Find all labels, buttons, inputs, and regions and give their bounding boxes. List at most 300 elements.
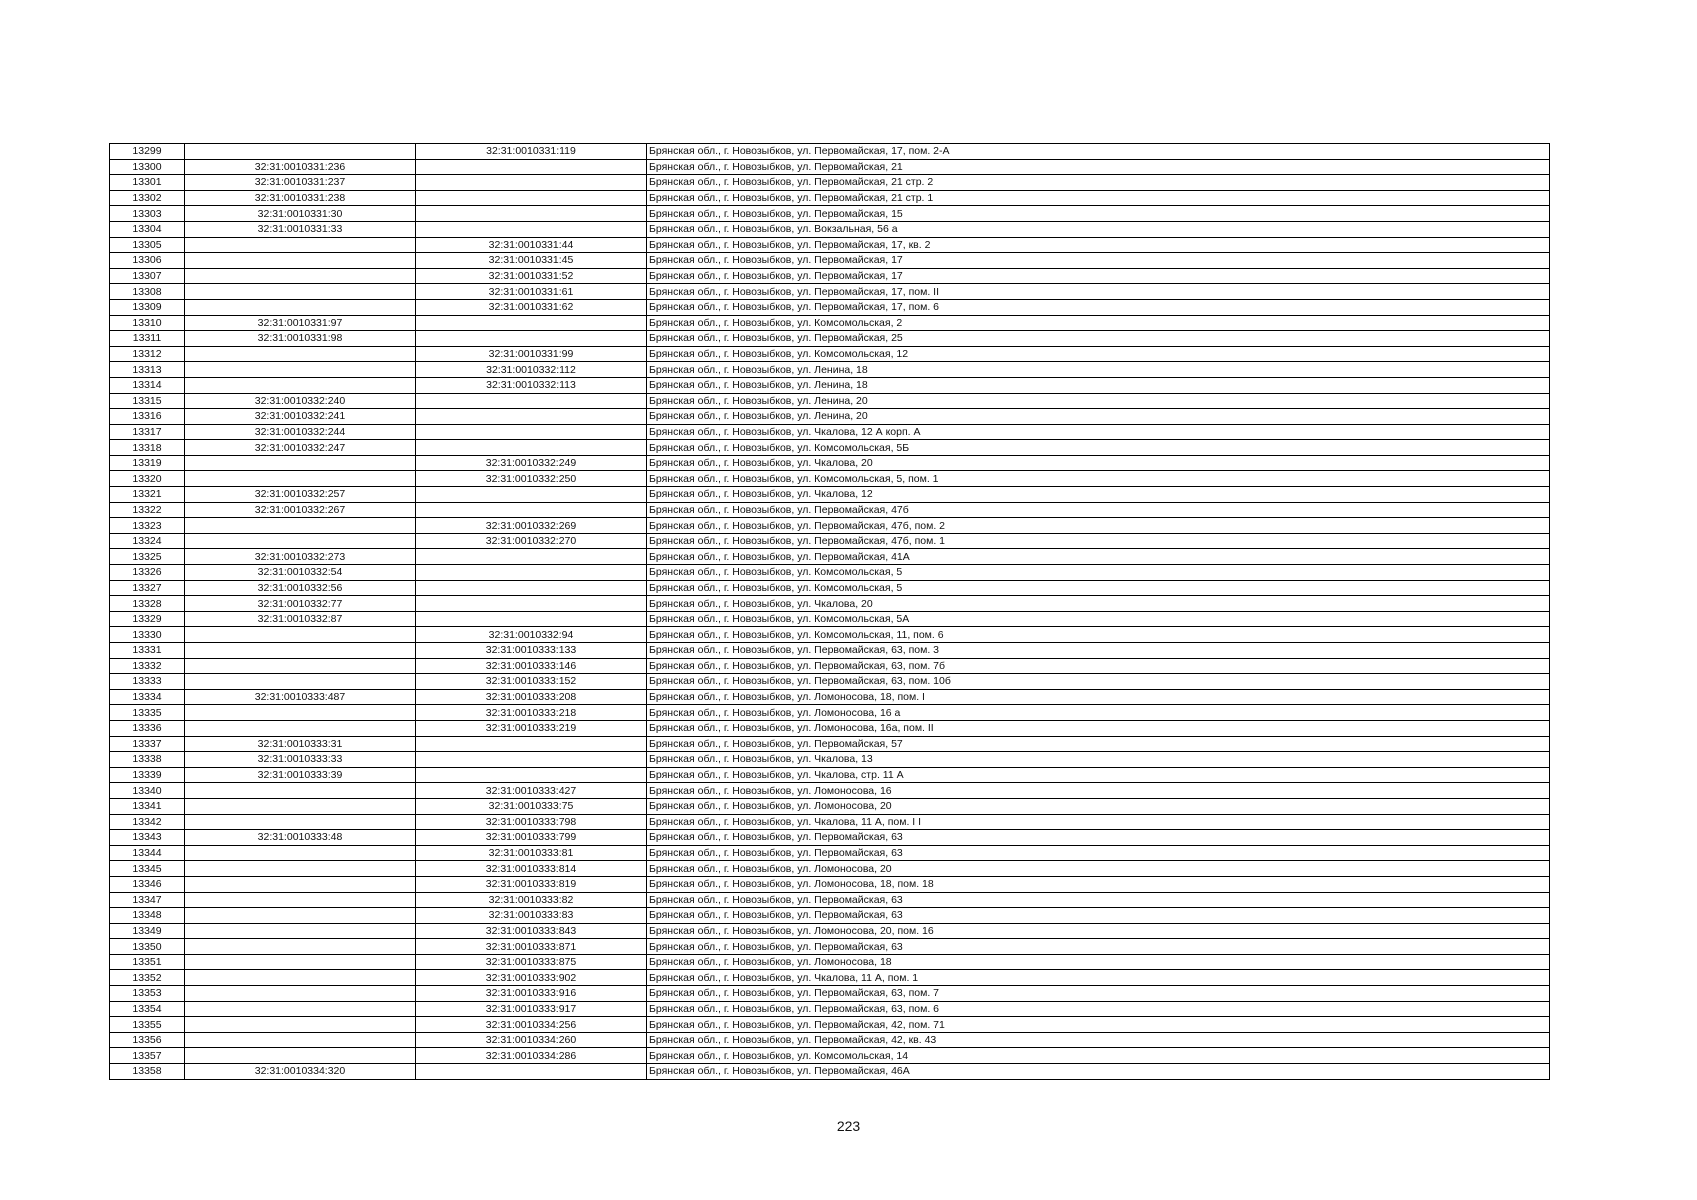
address-cell: Брянская обл., г. Новозыбков, ул. Ломоносова, 20, пом. 16 xyxy=(647,923,1550,939)
registry-table xyxy=(109,143,1550,1080)
land-cadastral-number-cell xyxy=(185,658,416,674)
table-row xyxy=(110,346,1550,362)
table-row xyxy=(110,705,1550,721)
row-number-cell: 13301 xyxy=(110,175,185,191)
land-cadastral-number-cell: 32:31:0010333:31 xyxy=(185,736,416,752)
table-row xyxy=(110,440,1550,456)
building-cadastral-number-cell xyxy=(416,502,647,518)
land-cadastral-number-cell xyxy=(185,798,416,814)
land-cadastral-number-cell xyxy=(185,1017,416,1033)
table-row xyxy=(110,393,1550,409)
table-row xyxy=(110,596,1550,612)
land-cadastral-number-cell: 32:31:0010331:237 xyxy=(185,175,416,191)
table-row xyxy=(110,377,1550,393)
address-cell: Брянская обл., г. Новозыбков, ул. Ломоносова, 16а, пом. II xyxy=(647,720,1550,736)
row-number-cell: 13316 xyxy=(110,409,185,425)
row-number-cell: 13349 xyxy=(110,923,185,939)
address-cell: Брянская обл., г. Новозыбков, ул. Чкалова, 20 xyxy=(647,455,1550,471)
land-cadastral-number-cell xyxy=(185,861,416,877)
land-cadastral-number-cell xyxy=(185,970,416,986)
address-cell: Брянская обл., г. Новозыбков, ул. Ломоносова, 18, пом. 18 xyxy=(647,876,1550,892)
land-cadastral-number-cell: 32:31:0010333:39 xyxy=(185,767,416,783)
table-row xyxy=(110,783,1550,799)
address-cell: Брянская обл., г. Новозыбков, ул. Первомайская, 17, пом. II xyxy=(647,284,1550,300)
address-cell: Брянская обл., г. Новозыбков, ул. Комсомольская, 12 xyxy=(647,346,1550,362)
row-number-cell: 13313 xyxy=(110,362,185,378)
row-number-cell: 13315 xyxy=(110,393,185,409)
address-cell: Брянская обл., г. Новозыбков, ул. Комсомольская, 5 xyxy=(647,565,1550,581)
building-cadastral-number-cell xyxy=(416,221,647,237)
building-cadastral-number-cell xyxy=(416,767,647,783)
row-number-cell: 13309 xyxy=(110,299,185,315)
building-cadastral-number-cell: 32:31:0010331:61 xyxy=(416,284,647,300)
building-cadastral-number-cell xyxy=(416,393,647,409)
address-cell: Брянская обл., г. Новозыбков, ул. Первомайская, 63 xyxy=(647,830,1550,846)
table-row xyxy=(110,1064,1550,1080)
row-number-cell: 13347 xyxy=(110,892,185,908)
address-cell: Брянская обл., г. Новозыбков, ул. Первомайская, 25 xyxy=(647,331,1550,347)
building-cadastral-number-cell: 32:31:0010331:99 xyxy=(416,346,647,362)
land-cadastral-number-cell xyxy=(185,814,416,830)
table-row xyxy=(110,144,1550,160)
address-cell: Брянская обл., г. Новозыбков, ул. Комсомольская, 5, пом. 1 xyxy=(647,471,1550,487)
building-cadastral-number-cell xyxy=(416,596,647,612)
address-cell: Брянская обл., г. Новозыбков, ул. Комсомольская, 5 xyxy=(647,580,1550,596)
table-row xyxy=(110,611,1550,627)
building-cadastral-number-cell: 32:31:0010333:208 xyxy=(416,689,647,705)
building-cadastral-number-cell: 32:31:0010333:427 xyxy=(416,783,647,799)
table-row xyxy=(110,814,1550,830)
address-cell: Брянская обл., г. Новозыбков, ул. Первомайская, 15 xyxy=(647,206,1550,222)
table-row xyxy=(110,315,1550,331)
building-cadastral-number-cell xyxy=(416,1064,647,1080)
building-cadastral-number-cell: 32:31:0010332:269 xyxy=(416,518,647,534)
building-cadastral-number-cell: 32:31:0010333:219 xyxy=(416,720,647,736)
address-cell: Брянская обл., г. Новозыбков, ул. Ломоносова, 18 xyxy=(647,954,1550,970)
land-cadastral-number-cell xyxy=(185,471,416,487)
land-cadastral-number-cell xyxy=(185,720,416,736)
table-row xyxy=(110,580,1550,596)
table-row xyxy=(110,767,1550,783)
row-number-cell: 13322 xyxy=(110,502,185,518)
address-cell: Брянская обл., г. Новозыбков, ул. Первомайская, 63, пом. 3 xyxy=(647,643,1550,659)
row-number-cell: 13321 xyxy=(110,487,185,503)
row-number-cell: 13327 xyxy=(110,580,185,596)
row-number-cell: 13344 xyxy=(110,845,185,861)
building-cadastral-number-cell: 32:31:0010333:843 xyxy=(416,923,647,939)
address-cell: Брянская обл., г. Новозыбков, ул. Чкалова, 11 А, пом. 1 xyxy=(647,970,1550,986)
table-row xyxy=(110,970,1550,986)
address-cell: Брянская обл., г. Новозыбков, ул. Комсомольская, 5А xyxy=(647,611,1550,627)
table-row xyxy=(110,190,1550,206)
land-cadastral-number-cell xyxy=(185,455,416,471)
building-cadastral-number-cell: 32:31:0010333:81 xyxy=(416,845,647,861)
land-cadastral-number-cell xyxy=(185,705,416,721)
table-row xyxy=(110,159,1550,175)
table-row xyxy=(110,939,1550,955)
row-number-cell: 13333 xyxy=(110,674,185,690)
land-cadastral-number-cell: 32:31:0010332:241 xyxy=(185,409,416,425)
address-cell: Брянская обл., г. Новозыбков, ул. Первомайская, 42, кв. 43 xyxy=(647,1032,1550,1048)
building-cadastral-number-cell: 32:31:0010334:286 xyxy=(416,1048,647,1064)
row-number-cell: 13311 xyxy=(110,331,185,347)
building-cadastral-number-cell xyxy=(416,440,647,456)
table-row xyxy=(110,861,1550,877)
building-cadastral-number-cell: 32:31:0010333:798 xyxy=(416,814,647,830)
table-row xyxy=(110,627,1550,643)
row-number-cell: 13330 xyxy=(110,627,185,643)
building-cadastral-number-cell xyxy=(416,611,647,627)
table-row xyxy=(110,830,1550,846)
building-cadastral-number-cell xyxy=(416,752,647,768)
building-cadastral-number-cell: 32:31:0010331:119 xyxy=(416,144,647,160)
address-cell: Брянская обл., г. Новозыбков, ул. Первомайская, 17 xyxy=(647,268,1550,284)
row-number-cell: 13328 xyxy=(110,596,185,612)
row-number-cell: 13307 xyxy=(110,268,185,284)
table-row xyxy=(110,299,1550,315)
row-number-cell: 13303 xyxy=(110,206,185,222)
building-cadastral-number-cell xyxy=(416,580,647,596)
table-row xyxy=(110,237,1550,253)
row-number-cell: 13343 xyxy=(110,830,185,846)
address-cell: Брянская обл., г. Новозыбков, ул. Чкалова, стр. 11 А xyxy=(647,767,1550,783)
building-cadastral-number-cell: 32:31:0010333:218 xyxy=(416,705,647,721)
land-cadastral-number-cell: 32:31:0010331:97 xyxy=(185,315,416,331)
table-row xyxy=(110,1032,1550,1048)
land-cadastral-number-cell xyxy=(185,268,416,284)
table-row xyxy=(110,954,1550,970)
row-number-cell: 13340 xyxy=(110,783,185,799)
building-cadastral-number-cell: 32:31:0010331:52 xyxy=(416,268,647,284)
row-number-cell: 13357 xyxy=(110,1048,185,1064)
land-cadastral-number-cell: 32:31:0010331:98 xyxy=(185,331,416,347)
row-number-cell: 13346 xyxy=(110,876,185,892)
page-number: 223 xyxy=(836,1118,861,1134)
land-cadastral-number-cell: 32:31:0010332:267 xyxy=(185,502,416,518)
table-row xyxy=(110,1001,1550,1017)
building-cadastral-number-cell: 32:31:0010333:133 xyxy=(416,643,647,659)
building-cadastral-number-cell: 32:31:0010331:45 xyxy=(416,253,647,269)
land-cadastral-number-cell xyxy=(185,377,416,393)
land-cadastral-number-cell xyxy=(185,144,416,160)
land-cadastral-number-cell xyxy=(185,253,416,269)
table-row xyxy=(110,362,1550,378)
address-cell: Брянская обл., г. Новозыбков, ул. Ленина, 18 xyxy=(647,377,1550,393)
row-number-cell: 13320 xyxy=(110,471,185,487)
row-number-cell: 13351 xyxy=(110,954,185,970)
building-cadastral-number-cell: 32:31:0010333:814 xyxy=(416,861,647,877)
table-row xyxy=(110,221,1550,237)
row-number-cell: 13341 xyxy=(110,798,185,814)
building-cadastral-number-cell: 32:31:0010333:819 xyxy=(416,876,647,892)
building-cadastral-number-cell: 32:31:0010333:916 xyxy=(416,986,647,1002)
land-cadastral-number-cell xyxy=(185,674,416,690)
table-row xyxy=(110,424,1550,440)
land-cadastral-number-cell xyxy=(185,876,416,892)
address-cell: Брянская обл., г. Новозыбков, ул. Ломоносова, 16 xyxy=(647,783,1550,799)
row-number-cell: 13354 xyxy=(110,1001,185,1017)
building-cadastral-number-cell: 32:31:0010332:250 xyxy=(416,471,647,487)
address-cell: Брянская обл., г. Новозыбков, ул. Первомайская, 63 xyxy=(647,939,1550,955)
building-cadastral-number-cell: 32:31:0010334:256 xyxy=(416,1017,647,1033)
table-row xyxy=(110,206,1550,222)
building-cadastral-number-cell xyxy=(416,736,647,752)
table-row xyxy=(110,736,1550,752)
row-number-cell: 13314 xyxy=(110,377,185,393)
address-cell: Брянская обл., г. Новозыбков, ул. Ломоносова, 20 xyxy=(647,861,1550,877)
building-cadastral-number-cell xyxy=(416,424,647,440)
table-row xyxy=(110,752,1550,768)
building-cadastral-number-cell: 32:31:0010333:152 xyxy=(416,674,647,690)
row-number-cell: 13325 xyxy=(110,549,185,565)
table-row xyxy=(110,175,1550,191)
building-cadastral-number-cell: 32:31:0010333:82 xyxy=(416,892,647,908)
land-cadastral-number-cell: 32:31:0010333:487 xyxy=(185,689,416,705)
building-cadastral-number-cell xyxy=(416,565,647,581)
address-cell: Брянская обл., г. Новозыбков, ул. Комсомольская, 11, пом. 6 xyxy=(647,627,1550,643)
building-cadastral-number-cell xyxy=(416,331,647,347)
land-cadastral-number-cell: 32:31:0010332:56 xyxy=(185,580,416,596)
address-cell: Брянская обл., г. Новозыбков, ул. Ломоносова, 18, пом. I xyxy=(647,689,1550,705)
address-cell: Брянская обл., г. Новозыбков, ул. Первомайская, 46А xyxy=(647,1064,1550,1080)
table-row xyxy=(110,720,1550,736)
table-row xyxy=(110,455,1550,471)
row-number-cell: 13353 xyxy=(110,986,185,1002)
building-cadastral-number-cell: 32:31:0010333:917 xyxy=(416,1001,647,1017)
row-number-cell: 13323 xyxy=(110,518,185,534)
address-cell: Брянская обл., г. Новозыбков, ул. Ломоносова, 20 xyxy=(647,798,1550,814)
building-cadastral-number-cell xyxy=(416,549,647,565)
table-row xyxy=(110,674,1550,690)
row-number-cell: 13335 xyxy=(110,705,185,721)
row-number-cell: 13337 xyxy=(110,736,185,752)
address-cell: Брянская обл., г. Новозыбков, ул. Первомайская, 63, пом. 7 xyxy=(647,986,1550,1002)
table-row xyxy=(110,268,1550,284)
building-cadastral-number-cell: 32:31:0010332:270 xyxy=(416,533,647,549)
table-row xyxy=(110,923,1550,939)
land-cadastral-number-cell xyxy=(185,1032,416,1048)
row-number-cell: 13348 xyxy=(110,908,185,924)
building-cadastral-number-cell: 32:31:0010332:94 xyxy=(416,627,647,643)
row-number-cell: 13305 xyxy=(110,237,185,253)
table-row xyxy=(110,798,1550,814)
table-row xyxy=(110,658,1550,674)
address-cell: Брянская обл., г. Новозыбков, ул. Первомайская, 63, пом. 6 xyxy=(647,1001,1550,1017)
row-number-cell: 13339 xyxy=(110,767,185,783)
land-cadastral-number-cell xyxy=(185,923,416,939)
row-number-cell: 13329 xyxy=(110,611,185,627)
row-number-cell: 13352 xyxy=(110,970,185,986)
address-cell: Брянская обл., г. Новозыбков, ул. Комсомольская, 5Б xyxy=(647,440,1550,456)
row-number-cell: 13342 xyxy=(110,814,185,830)
land-cadastral-number-cell: 32:31:0010332:240 xyxy=(185,393,416,409)
land-cadastral-number-cell xyxy=(185,643,416,659)
building-cadastral-number-cell xyxy=(416,487,647,503)
land-cadastral-number-cell: 32:31:0010332:257 xyxy=(185,487,416,503)
building-cadastral-number-cell: 32:31:0010334:260 xyxy=(416,1032,647,1048)
table-row xyxy=(110,689,1550,705)
table-row xyxy=(110,471,1550,487)
building-cadastral-number-cell xyxy=(416,175,647,191)
address-cell: Брянская обл., г. Новозыбков, ул. Первомайская, 57 xyxy=(647,736,1550,752)
land-cadastral-number-cell xyxy=(185,908,416,924)
table-row xyxy=(110,565,1550,581)
address-cell: Брянская обл., г. Новозыбков, ул. Чкалова, 12 А корп. А xyxy=(647,424,1550,440)
address-cell: Брянская обл., г. Новозыбков, ул. Вокзальная, 56 а xyxy=(647,221,1550,237)
land-cadastral-number-cell xyxy=(185,986,416,1002)
row-number-cell: 13308 xyxy=(110,284,185,300)
building-cadastral-number-cell xyxy=(416,159,647,175)
address-cell: Брянская обл., г. Новозыбков, ул. Чкалова, 13 xyxy=(647,752,1550,768)
land-cadastral-number-cell xyxy=(185,783,416,799)
address-cell: Брянская обл., г. Новозыбков, ул. Первомайская, 63, пом. 10б xyxy=(647,674,1550,690)
address-cell: Брянская обл., г. Новозыбков, ул. Первомайская, 63 xyxy=(647,845,1550,861)
row-number-cell: 13356 xyxy=(110,1032,185,1048)
table-row xyxy=(110,331,1550,347)
land-cadastral-number-cell: 32:31:0010331:236 xyxy=(185,159,416,175)
land-cadastral-number-cell: 32:31:0010331:33 xyxy=(185,221,416,237)
land-cadastral-number-cell xyxy=(185,299,416,315)
building-cadastral-number-cell: 32:31:0010333:75 xyxy=(416,798,647,814)
row-number-cell: 13306 xyxy=(110,253,185,269)
land-cadastral-number-cell xyxy=(185,845,416,861)
building-cadastral-number-cell xyxy=(416,409,647,425)
table-row xyxy=(110,518,1550,534)
row-number-cell: 13318 xyxy=(110,440,185,456)
row-number-cell: 13355 xyxy=(110,1017,185,1033)
address-cell: Брянская обл., г. Новозыбков, ул. Чкалова, 12 xyxy=(647,487,1550,503)
table-row xyxy=(110,908,1550,924)
land-cadastral-number-cell: 32:31:0010332:87 xyxy=(185,611,416,627)
land-cadastral-number-cell xyxy=(185,362,416,378)
land-cadastral-number-cell xyxy=(185,892,416,908)
land-cadastral-number-cell: 32:31:0010331:238 xyxy=(185,190,416,206)
address-cell: Брянская обл., г. Новозыбков, ул. Первомайская, 21 стр. 1 xyxy=(647,190,1550,206)
address-cell: Брянская обл., г. Новозыбков, ул. Первомайская, 47б xyxy=(647,502,1550,518)
address-cell: Брянская обл., г. Новозыбков, ул. Первомайская, 17, кв. 2 xyxy=(647,237,1550,253)
address-cell: Брянская обл., г. Новозыбков, ул. Ломоносова, 16 а xyxy=(647,705,1550,721)
land-cadastral-number-cell xyxy=(185,1048,416,1064)
land-cadastral-number-cell xyxy=(185,346,416,362)
building-cadastral-number-cell: 32:31:0010332:112 xyxy=(416,362,647,378)
table-row xyxy=(110,502,1550,518)
table-row xyxy=(110,845,1550,861)
building-cadastral-number-cell xyxy=(416,315,647,331)
table-row xyxy=(110,986,1550,1002)
row-number-cell: 13332 xyxy=(110,658,185,674)
building-cadastral-number-cell xyxy=(416,206,647,222)
row-number-cell: 13345 xyxy=(110,861,185,877)
row-number-cell: 13319 xyxy=(110,455,185,471)
land-cadastral-number-cell: 32:31:0010333:48 xyxy=(185,830,416,846)
land-cadastral-number-cell xyxy=(185,237,416,253)
address-cell: Брянская обл., г. Новозыбков, ул. Первомайская, 17, пом. 2-А xyxy=(647,144,1550,160)
address-cell: Брянская обл., г. Новозыбков, ул. Первомайская, 63, пом. 7б xyxy=(647,658,1550,674)
address-cell: Брянская обл., г. Новозыбков, ул. Первомайская, 17, пом. 6 xyxy=(647,299,1550,315)
land-cadastral-number-cell: 32:31:0010332:247 xyxy=(185,440,416,456)
land-cadastral-number-cell xyxy=(185,518,416,534)
row-number-cell: 13299 xyxy=(110,144,185,160)
table-row xyxy=(110,487,1550,503)
row-number-cell: 13336 xyxy=(110,720,185,736)
address-cell: Брянская обл., г. Новозыбков, ул. Ленина, 20 xyxy=(647,393,1550,409)
row-number-cell: 13312 xyxy=(110,346,185,362)
land-cadastral-number-cell xyxy=(185,939,416,955)
table-row xyxy=(110,253,1550,269)
row-number-cell: 13310 xyxy=(110,315,185,331)
row-number-cell: 13304 xyxy=(110,221,185,237)
address-cell: Брянская обл., г. Новозыбков, ул. Первомайская, 47б, пом. 2 xyxy=(647,518,1550,534)
address-cell: Брянская обл., г. Новозыбков, ул. Первомайская, 63 xyxy=(647,908,1550,924)
row-number-cell: 13302 xyxy=(110,190,185,206)
building-cadastral-number-cell: 32:31:0010332:113 xyxy=(416,377,647,393)
address-cell: Брянская обл., г. Новозыбков, ул. Ленина, 20 xyxy=(647,409,1550,425)
land-cadastral-number-cell xyxy=(185,533,416,549)
row-number-cell: 13350 xyxy=(110,939,185,955)
table-row xyxy=(110,1017,1550,1033)
row-number-cell: 13326 xyxy=(110,565,185,581)
building-cadastral-number-cell: 32:31:0010331:44 xyxy=(416,237,647,253)
address-cell: Брянская обл., г. Новозыбков, ул. Чкалова, 11 А, пом. I I xyxy=(647,814,1550,830)
building-cadastral-number-cell: 32:31:0010333:871 xyxy=(416,939,647,955)
building-cadastral-number-cell: 32:31:0010333:146 xyxy=(416,658,647,674)
land-cadastral-number-cell xyxy=(185,954,416,970)
building-cadastral-number-cell xyxy=(416,190,647,206)
address-cell: Брянская обл., г. Новозыбков, ул. Чкалова, 20 xyxy=(647,596,1550,612)
table-row xyxy=(110,1048,1550,1064)
building-cadastral-number-cell: 32:31:0010333:875 xyxy=(416,954,647,970)
building-cadastral-number-cell: 32:31:0010332:249 xyxy=(416,455,647,471)
address-cell: Брянская обл., г. Новозыбков, ул. Первомайская, 21 стр. 2 xyxy=(647,175,1550,191)
table-row xyxy=(110,409,1550,425)
row-number-cell: 13317 xyxy=(110,424,185,440)
address-cell: Брянская обл., г. Новозыбков, ул. Первомайская, 17 xyxy=(647,253,1550,269)
land-cadastral-number-cell: 32:31:0010332:273 xyxy=(185,549,416,565)
table-row xyxy=(110,284,1550,300)
row-number-cell: 13334 xyxy=(110,689,185,705)
land-cadastral-number-cell: 32:31:0010332:244 xyxy=(185,424,416,440)
row-number-cell: 13358 xyxy=(110,1064,185,1080)
address-cell: Брянская обл., г. Новозыбков, ул. Комсомольская, 14 xyxy=(647,1048,1550,1064)
address-cell: Брянская обл., г. Новозыбков, ул. Комсомольская, 2 xyxy=(647,315,1550,331)
table-row xyxy=(110,533,1550,549)
address-cell: Брянская обл., г. Новозыбков, ул. Первомайская, 63 xyxy=(647,892,1550,908)
table-row xyxy=(110,643,1550,659)
land-cadastral-number-cell: 32:31:0010334:320 xyxy=(185,1064,416,1080)
land-cadastral-number-cell xyxy=(185,1001,416,1017)
row-number-cell: 13324 xyxy=(110,533,185,549)
land-cadastral-number-cell: 32:31:0010332:54 xyxy=(185,565,416,581)
land-cadastral-number-cell xyxy=(185,627,416,643)
land-cadastral-number-cell xyxy=(185,284,416,300)
address-cell: Брянская обл., г. Новозыбков, ул. Первомайская, 42, пом. 71 xyxy=(647,1017,1550,1033)
address-cell: Брянская обл., г. Новозыбков, ул. Первомайская, 47б, пом. 1 xyxy=(647,533,1550,549)
table-row xyxy=(110,549,1550,565)
building-cadastral-number-cell: 32:31:0010331:62 xyxy=(416,299,647,315)
building-cadastral-number-cell: 32:31:0010333:83 xyxy=(416,908,647,924)
address-cell: Брянская обл., г. Новозыбков, ул. Ленина, 18 xyxy=(647,362,1550,378)
land-cadastral-number-cell: 32:31:0010332:77 xyxy=(185,596,416,612)
address-cell: Брянская обл., г. Новозыбков, ул. Первомайская, 41А xyxy=(647,549,1550,565)
row-number-cell: 13338 xyxy=(110,752,185,768)
table-row xyxy=(110,892,1550,908)
row-number-cell: 13300 xyxy=(110,159,185,175)
building-cadastral-number-cell: 32:31:0010333:799 xyxy=(416,830,647,846)
table-row xyxy=(110,876,1550,892)
building-cadastral-number-cell: 32:31:0010333:902 xyxy=(416,970,647,986)
registry-table-body xyxy=(110,144,1550,1080)
land-cadastral-number-cell: 32:31:0010331:30 xyxy=(185,206,416,222)
